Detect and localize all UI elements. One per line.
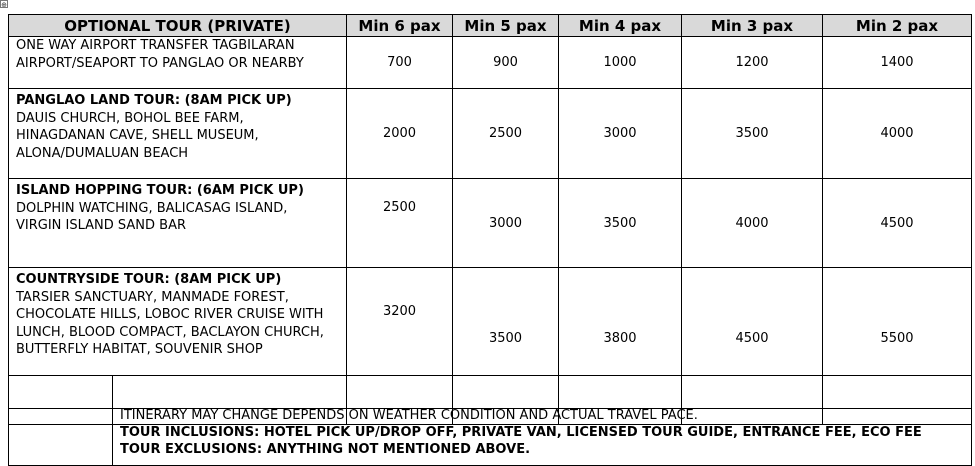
table-row (9, 37, 972, 89)
tour-description (9, 89, 347, 179)
price-cell: 3000 (559, 89, 682, 179)
tour-line: DOLPHIN WATCHING, BALICASAG ISLAND, (16, 200, 288, 216)
header-min-5-pax: Min 5 pax (453, 15, 559, 37)
header-min-6-pax: Min 6 pax (347, 15, 453, 37)
tour-description (9, 179, 347, 268)
tour-line: DAUIS CHURCH, BOHOL BEE FARM, (16, 110, 244, 126)
table-row (9, 89, 972, 179)
tour-line: LUNCH, BLOOD COMPACT, BACLAYON CHURCH, (16, 324, 324, 340)
header-min-2-pax: Min 2 pax (823, 15, 972, 37)
price-cell: 5500 (823, 268, 972, 409)
price-cell: 1000 (559, 37, 682, 89)
price-cell: 3200 (347, 268, 453, 409)
tour-exclusions: TOUR EXCLUSIONS: ANYTHING NOT MENTIONED ABOVE. (120, 442, 531, 457)
price-cell: 3500 (682, 89, 823, 179)
tour-title: PANGLAO LAND TOUR: (8AM PICK UP) (16, 93, 292, 108)
table-move-handle-icon[interactable]: ⊕ (1, 1, 7, 9)
tour-price-table (8, 14, 972, 425)
header-tour: OPTIONAL TOUR (PRIVATE) (9, 15, 347, 37)
price-cell: 3800 (559, 268, 682, 409)
tour-inclusions: TOUR INCLUSIONS: HOTEL PICK UP/DROP OFF, PRIVATE VAN, LICENSED TOUR GUIDE, ENTRANCE FEE, ECO FEE (120, 425, 922, 440)
tour-title: ISLAND HOPPING TOUR: (6AM PICK UP) (16, 183, 304, 198)
price-cell: 2500 (453, 89, 559, 179)
tour-description (9, 37, 347, 89)
notes-text (113, 376, 972, 466)
header-row (9, 15, 972, 37)
header-min-3-pax: Min 3 pax (682, 15, 823, 37)
notes-table (8, 375, 972, 466)
header-min-4-pax: Min 4 pax (559, 15, 682, 37)
notes-empty-cell[interactable] (9, 376, 113, 466)
price-cell: 3500 (453, 268, 559, 409)
price-cell: 2500 (347, 179, 453, 268)
tour-line: BUTTERFLY HABITAT, SOUVENIR SHOP (16, 342, 263, 357)
price-cell: 2000 (347, 89, 453, 179)
itinerary-note: ITINERARY MAY CHANGE DEPENDS ON WEATHER CONDITION AND ACTUAL TRAVEL PACE. (120, 408, 698, 423)
price-cell: 900 (453, 37, 559, 89)
price-cell: 4500 (823, 179, 972, 268)
price-cell: 1200 (682, 37, 823, 89)
tour-line: ONE WAY AIRPORT TRANSFER TAGBILARAN (16, 38, 295, 53)
price-cell: 700 (347, 37, 453, 89)
price-cell: 4000 (823, 89, 972, 179)
tour-line: HINAGDANAN CAVE, SHELL MUSEUM, (16, 128, 259, 143)
price-cell: 1400 (823, 37, 972, 89)
price-cell: 3500 (559, 179, 682, 268)
price-cell: 4500 (682, 268, 823, 409)
tour-line: ALONA/DUMALUAN BEACH (16, 145, 189, 161)
tour-title: COUNTRYSIDE TOUR: (8AM PICK UP) (16, 272, 282, 287)
notes-row (9, 376, 972, 466)
table-row (9, 179, 972, 268)
price-cell: 4000 (682, 179, 823, 268)
tour-line: VIRGIN ISLAND SAND BAR (16, 218, 187, 233)
price-cell: 3000 (453, 179, 559, 268)
tour-line: AIRPORT/SEAPORT TO PANGLAO OR NEARBY (16, 55, 304, 71)
tour-line: TARSIER SANCTUARY, MANMADE FOREST, (16, 289, 289, 305)
tour-line: CHOCOLATE HILLS, LOBOC RIVER CRUISE WITH (16, 307, 324, 322)
